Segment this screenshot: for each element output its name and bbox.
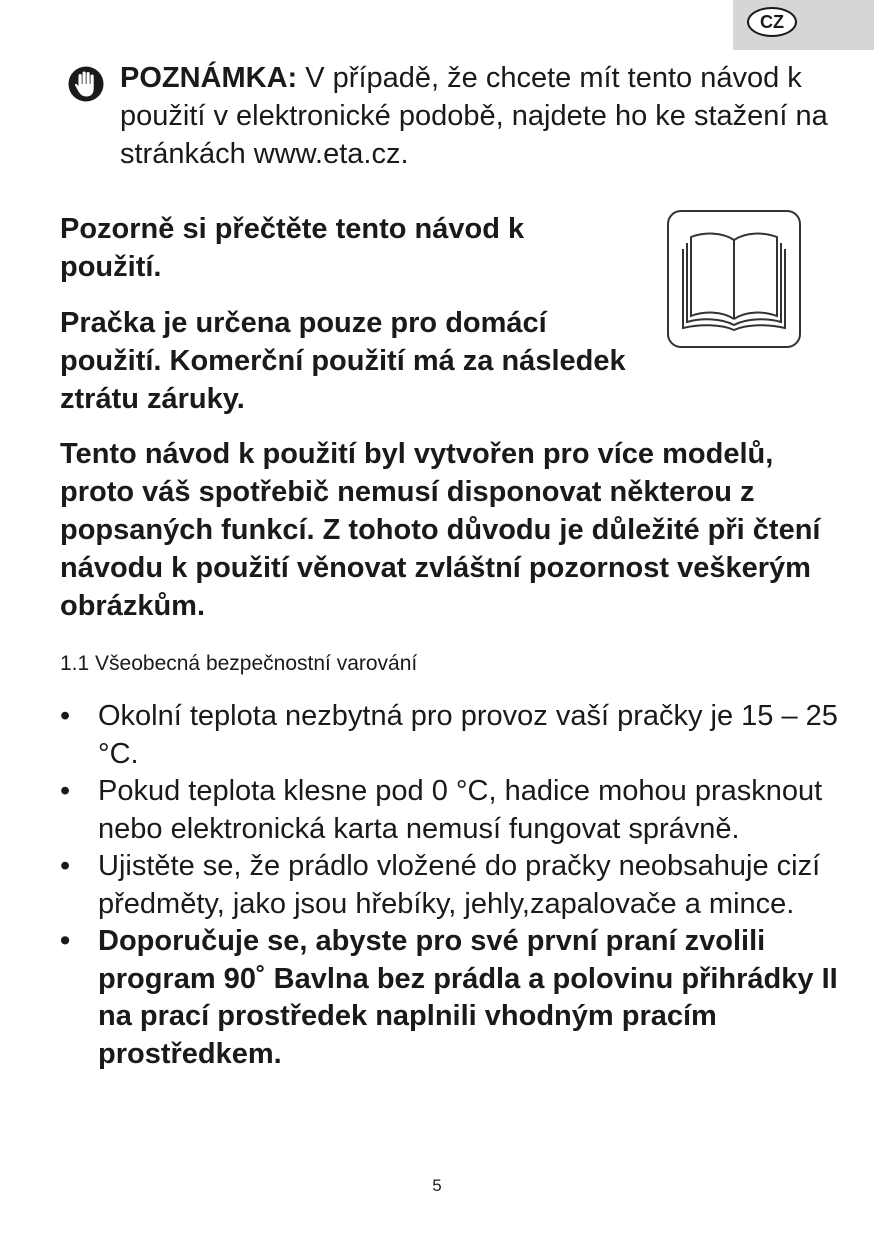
note-label: POZNÁMKA: bbox=[120, 62, 298, 94]
section-title: 1.1 Všeobecná bezpečnostní varování bbox=[60, 652, 418, 675]
read-manual-notice: Pozorně si přečtěte tento návod k použití. bbox=[60, 213, 525, 283]
list-item-text: Ujistěte se, že prádlo vložené do pračky neobsahuje cizí předměty, jako jsou hřebíky, jehly,zapalovače a mince. bbox=[98, 850, 821, 920]
list-item-text: Okolní teplota nezbytná pro provoz vaší pračky je 15 – 25 °C. bbox=[98, 700, 838, 770]
list-item-text: Pokud teplota klesne pod 0 °C, hadice mohou prasknout nebo elektronická karta nemusí fungovat správně. bbox=[98, 775, 823, 845]
multiple-models-notice: Tento návod k použití byl vytvořen pro více modelů, proto váš spotřebič nemusí disponovat některou z popsaných funkcí. Z tohoto důvodu je důležité při čtení návodu k použití věnovat zvláštní pozornost veškerým obrázkům. bbox=[60, 438, 821, 622]
bullet-marker: • bbox=[60, 925, 71, 957]
domestic-use-notice: Pračka je určena pouze pro domácí použití. Komerční použití má za následek ztrátu záruky. bbox=[60, 307, 626, 415]
list-item bbox=[60, 848, 850, 923]
open-book-icon bbox=[679, 226, 789, 334]
list-item bbox=[60, 698, 850, 773]
bullet-marker: • bbox=[60, 700, 71, 732]
list-item bbox=[60, 773, 850, 848]
page-number: 5 bbox=[432, 1176, 442, 1195]
hand-stop-icon bbox=[68, 66, 104, 102]
list-item bbox=[60, 923, 850, 1073]
language-badge: CZ bbox=[747, 7, 797, 37]
note-text: V případě, že chcete mít tento návod k použití v elektronické podobě, najdete ho ke stažení na stránkách www.eta.cz. bbox=[120, 62, 828, 170]
manual-book-frame bbox=[667, 210, 801, 348]
note-paragraph bbox=[120, 59, 840, 173]
bullet-marker: • bbox=[60, 850, 71, 882]
bullet-marker: • bbox=[60, 775, 71, 807]
safety-warnings-list bbox=[60, 698, 850, 1073]
list-item-text: Doporučuje se, abyste pro své první praní zvolili program 90˚ Bavlna bez prádla a polovinu přihrádky II na prací prostředek naplnili vhodným pracím prostředkem. bbox=[98, 925, 838, 1070]
